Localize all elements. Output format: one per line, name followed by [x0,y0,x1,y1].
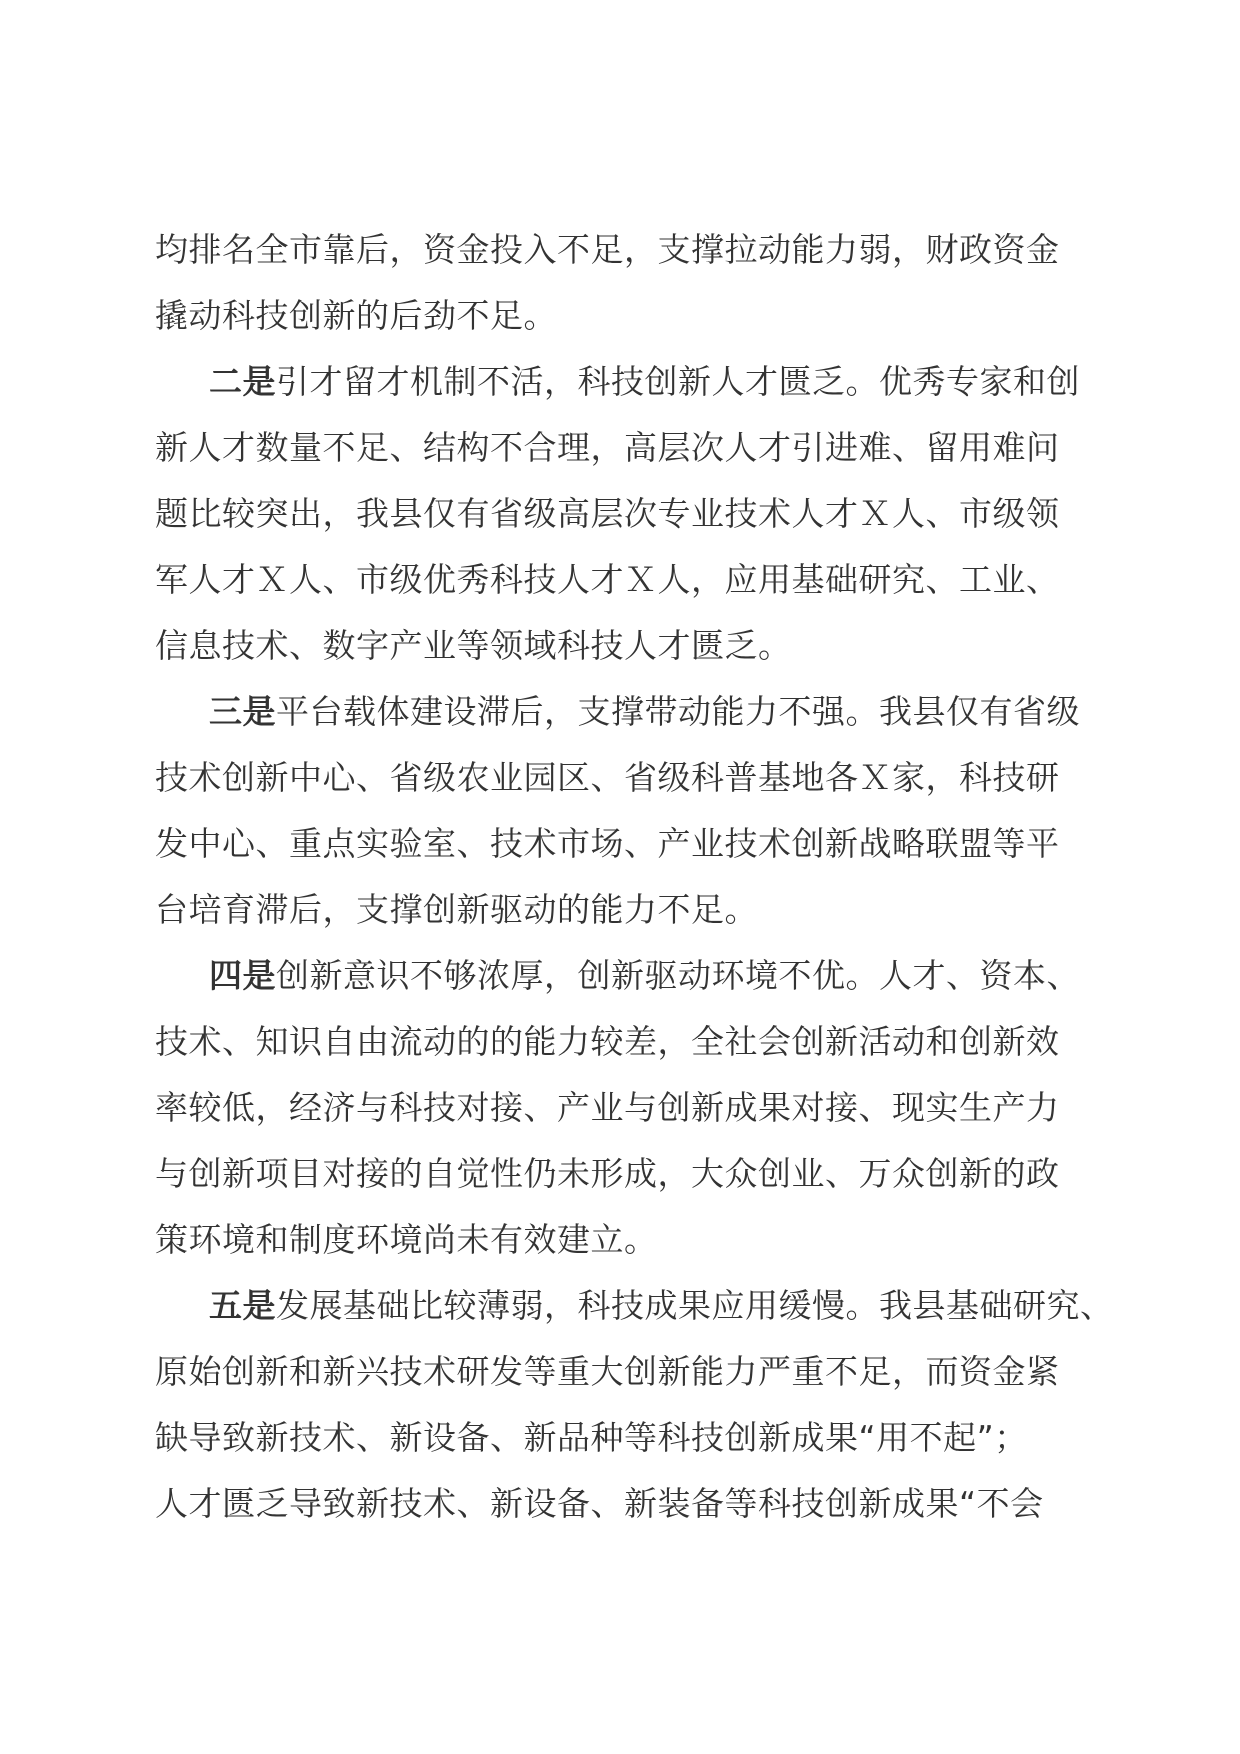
text-line-4 [155,415,1115,481]
line-text: 率较低，经济与科技对接、产业与创新成果对接、现实生产力 [155,1088,1060,1127]
paragraph-4-start [155,943,1115,1009]
line-text: 信息技术、数字产业等领域科技人才匮乏。 [155,626,792,665]
text-line-10 [155,811,1115,877]
line-text: 新人才数量不足、结构不合理，高层次人才引进难、留用难问 [155,428,1060,467]
text-line-16 [155,1207,1115,1273]
paragraph-5-start [155,1273,1115,1339]
text-line-6 [155,547,1115,613]
line-text: 策环境和制度环境尚未有效建立。 [155,1220,658,1259]
text-line-18 [155,1339,1115,1405]
line-text: 创新意识不够浓厚，创新驱动环境不优。人才、资本、 [276,956,1080,995]
line-text: 发展基础比较薄弱，科技成果应用缓慢。我县基础研究、 [276,1286,1114,1325]
text-line-15 [155,1141,1115,1207]
paragraph-3-start [155,679,1115,745]
paragraph-lead: 二是 [209,362,276,401]
text-line-1 [155,217,1115,283]
line-text: 技术创新中心、省级农业园区、省级科普基地各Ｘ家，科技研 [155,758,1060,797]
text-line-11 [155,877,1115,943]
text-line-5 [155,481,1115,547]
text-line-19 [155,1405,1115,1471]
line-text: 引才留才机制不活，科技创新人才匮乏。优秀专家和创 [276,362,1080,401]
text-line-13 [155,1009,1115,1075]
text-line-9 [155,745,1115,811]
line-text: 缺导致新技术、新设备、新品种等科技创新成果“用不起”； [155,1418,1028,1457]
text-line-14 [155,1075,1115,1141]
line-text: 平台载体建设滞后，支撑带动能力不强。我县仅有省级 [276,692,1080,731]
line-text: 台培育滞后，支撑创新驱动的能力不足。 [155,890,758,929]
line-text: 撬动科技创新的后劲不足。 [155,296,557,335]
document-body [155,217,1115,1537]
paragraph-lead: 四是 [209,956,276,995]
paragraph-lead: 五是 [209,1286,276,1325]
paragraph-lead: 三是 [209,692,276,731]
text-line-2 [155,283,1115,349]
line-text: 军人才Ｘ人、市级优秀科技人才Ｘ人，应用基础研究、工业、 [155,560,1060,599]
line-text: 原始创新和新兴技术研发等重大创新能力严重不足，而资金紧 [155,1352,1060,1391]
line-text: 均排名全市靠后，资金投入不足，支撑拉动能力弱，财政资金 [155,230,1060,269]
text-line-20 [155,1471,1115,1537]
line-text: 技术、知识自由流动的的能力较差，全社会创新活动和创新效 [155,1022,1060,1061]
line-text: 题比较突出，我县仅有省级高层次专业技术人才Ｘ人、市级领 [155,494,1060,533]
paragraph-2-start [155,349,1115,415]
line-text: 人才匮乏导致新技术、新设备、新装备等科技创新成果“不会 [155,1484,1044,1523]
text-line-7 [155,613,1115,679]
line-text: 与创新项目对接的自觉性仍未形成，大众创业、万众创新的政 [155,1154,1060,1193]
line-text: 发中心、重点实验室、技术市场、产业技术创新战略联盟等平 [155,824,1060,863]
